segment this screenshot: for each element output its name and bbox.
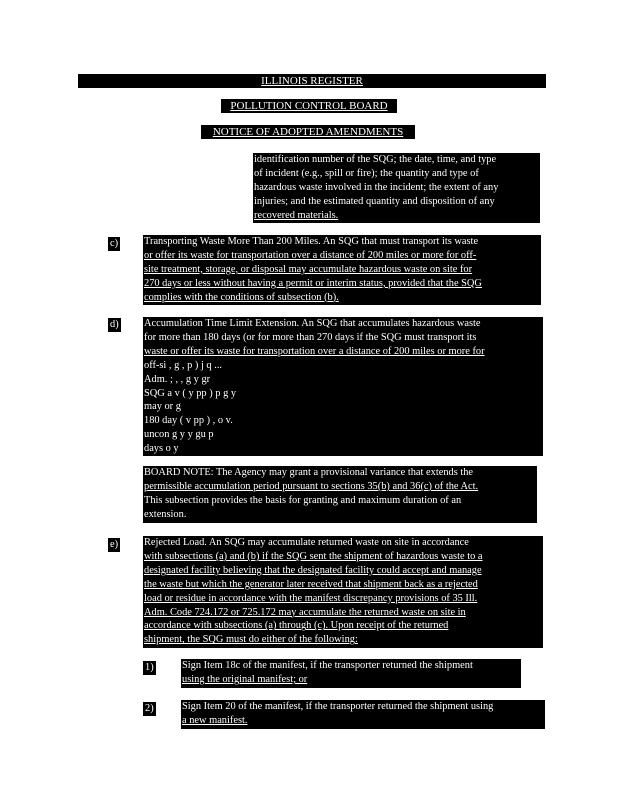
item-2-paragraph: [181, 700, 545, 729]
section-d-line: uncon g y y gu p: [144, 429, 214, 441]
board-note-line: This subsection provides the basis for granting and maximum duration of an: [144, 494, 462, 506]
intro-line: identification number of the SQG; the date, time, and type: [254, 154, 497, 165]
section-d-line: off-si , g , p ) j q ...: [144, 359, 223, 371]
section-d-line: may or g: [144, 401, 181, 413]
section-d-paragraph: [143, 317, 543, 456]
board-note-line: BOARD NOTE: The Agency may grant a provisional variance that extends the: [144, 467, 474, 478]
intro-line: of incident (e.g., spill or fire); the quantity and type of: [254, 167, 479, 179]
section-d-line: Accumulation Time Limit Extension. An SQG that accumulates hazardous waste: [144, 318, 481, 329]
section-c-line: Transporting Waste More Than 200 Miles. An SQG that must transport its waste: [144, 236, 479, 247]
section-d-line: days o y: [144, 443, 179, 455]
section-c-line: site treatment, storage, or disposal may accumulate hazardous waste on site for: [144, 263, 473, 275]
section-e-line: accordance with subsections (a) through (c). Upon receipt of the returned: [144, 620, 449, 632]
notice-header: [201, 125, 415, 139]
item-1-line: Sign Item 18c of the manifest, if the transporter returned the shipment: [182, 660, 473, 671]
section-e-line: the waste but which the generator later received that shipment back as a rejected: [144, 578, 478, 590]
section-c-paragraph: [143, 235, 541, 305]
section-e-line: shipment, the SQG must do either of the following:: [144, 634, 358, 646]
section-d-line: waste or offer its waste for transportation over a distance of 200 miles or more for: [144, 345, 485, 357]
section-c-line: complies with the conditions of subsection (b).: [144, 291, 339, 303]
section-c-line: or offer its waste for transportation over a distance of 200 miles or more for off-: [144, 249, 477, 261]
section-d-line: for more than 180 days (or for more than 270 days if the SQG must transport its: [144, 331, 477, 343]
intro-line: injuries; and the estimated quantity and disposition of any: [254, 195, 495, 207]
item-1-line: using the original manifest; or: [182, 673, 308, 685]
board-header: [221, 99, 397, 113]
section-e-line: Adm. Code 724.172 or 725.172 may accumulate the returned waste on site in: [144, 606, 466, 618]
board-note-line: permissible accumulation period pursuant to sections 35(b) and 36(c) of the Act.: [144, 480, 479, 492]
item-2-line: a new manifest.: [182, 714, 248, 726]
register-title: ILLINOIS REGISTER: [261, 75, 363, 87]
section-e-line: Rejected Load. An SQG may accumulate returned waste on site in accordance: [144, 537, 469, 548]
board-title: POLLUTION CONTROL BOARD: [230, 100, 388, 112]
board-note-paragraph: [143, 466, 537, 523]
register-header: [78, 74, 546, 88]
item-1-paragraph: [181, 659, 521, 688]
notice-title: NOTICE OF ADOPTED AMENDMENTS: [212, 126, 404, 138]
item-2-line: Sign Item 20 of the manifest, if the transporter returned the shipment using: [182, 701, 494, 712]
section-d-line: 180 day ( v pp ) , o v.: [144, 415, 233, 427]
section-e-line: load or residue in accordance with the manifest discrepancy provisions of 35 Ill.: [144, 592, 478, 604]
section-e-marker: e): [110, 539, 119, 550]
item-1-marker: 1): [145, 662, 154, 673]
section-d-marker: d): [110, 319, 119, 330]
section-d-line: Adm. ; , , g y gr: [144, 373, 211, 385]
section-c-line: 270 days or less without having a permit or interim status, provided that the SQG: [144, 277, 482, 289]
intro-line: hazardous waste involved in the incident; the extent of any: [254, 181, 499, 193]
intro-paragraph: [253, 153, 540, 223]
item-2-marker: 2): [145, 703, 154, 714]
section-e-line: designated facility believing that the designated facility could accept and manage: [144, 564, 482, 576]
intro-line: recovered materials.: [254, 209, 339, 221]
section-e-paragraph: [143, 536, 543, 648]
board-note-line: extension.: [144, 508, 187, 520]
section-d-line: SQG a v ( y pp ) p g y: [144, 387, 237, 399]
section-e-line: with subsections (a) and (b) if the SQG sent the shipment of hazardous waste to a: [144, 550, 483, 562]
section-c-marker: c): [110, 238, 119, 249]
